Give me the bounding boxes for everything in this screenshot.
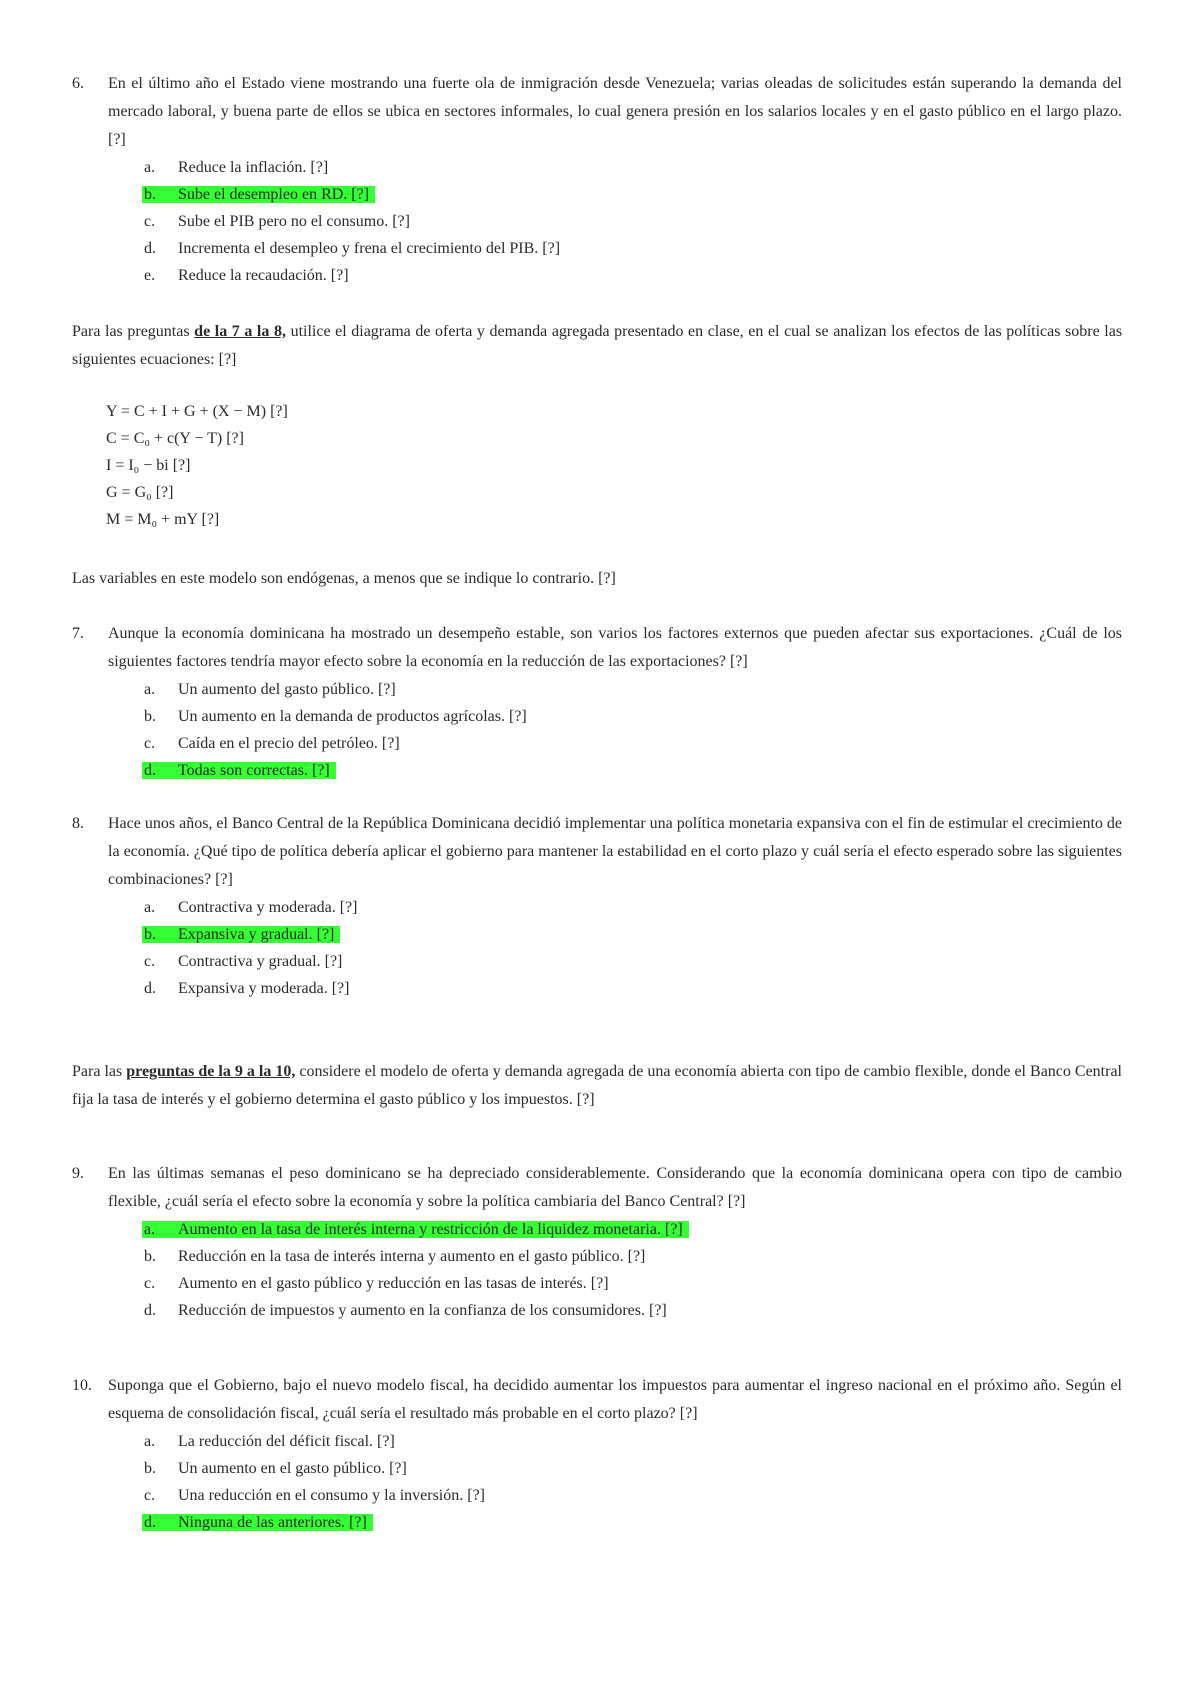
- option-text: Reduce la recaudación. [?]: [178, 267, 349, 284]
- instruction-paragraph-2: Las variables en este modelo son endógenas, a menos que se indique lo contrario. [?]: [72, 570, 616, 587]
- option-text: Aumento en el gasto público y reducción en las tasas de interés. [?]: [178, 1275, 609, 1292]
- option-text: Una reducción en el consumo y la inversión. [?]: [178, 1487, 486, 1504]
- option-b-correct: [144, 181, 1122, 208]
- paragraph-text: Para las preguntas: [72, 323, 190, 340]
- equation-2: C = C₀ + c(Y − T) [?]: [106, 430, 244, 447]
- highlight: [142, 926, 340, 943]
- question-text: En las últimas semanas el peso dominicano se ha depreciado considerablemente. Considerando que la economía dominicana opera con tipo de cambio flexible, ¿cuál sería el efecto sobre la economía y sobre la política cambiaria del Banco Central? [?]: [108, 1165, 1122, 1210]
- option-a: [144, 676, 1122, 703]
- option-letter: d.: [144, 762, 156, 779]
- option-letter: b.: [144, 1460, 156, 1477]
- option-text: Aumento en la tasa de interés interna y restricción de la liquidez monetaria. [?]: [178, 1221, 683, 1238]
- option-text: Caída en el precio del petróleo. [?]: [178, 735, 400, 752]
- option-text: Sube el PIB pero no el consumo. [?]: [178, 213, 410, 230]
- question-text: Suponga que el Gobierno, bajo el nuevo modelo fiscal, ha decidido aumentar los impuestos para aumentar el ingreso nacional en el próximo año. Según el esquema de consolidación fiscal, ¿cuál sería el resultado más probable en el corto plazo? [?]: [108, 1377, 1122, 1422]
- option-d: [144, 1297, 1122, 1324]
- option-text: Reducción de impuestos y aumento en la confianza de los consumidores. [?]: [178, 1302, 667, 1319]
- question-7: [72, 620, 1122, 784]
- option-e: [144, 262, 1122, 289]
- option-b-correct: [144, 921, 1122, 948]
- question-9: [72, 1160, 1122, 1324]
- options-list: [144, 154, 1122, 289]
- option-letter: d.: [144, 1302, 156, 1319]
- option-a-correct: [144, 1216, 1122, 1243]
- option-text: La reducción del déficit fiscal. [?]: [178, 1433, 395, 1450]
- question-10: [72, 1372, 1122, 1536]
- option-letter: a.: [144, 1433, 156, 1450]
- option-d-correct: [144, 1509, 1122, 1536]
- option-c: [144, 1270, 1122, 1297]
- option-text: Un aumento del gasto público. [?]: [178, 681, 396, 698]
- highlight: [142, 1514, 373, 1531]
- options-list: [144, 894, 1122, 1002]
- option-letter: d.: [144, 240, 156, 257]
- equation-1: Y = C + I + G + (X − M) [?]: [106, 403, 288, 420]
- highlight: [142, 186, 375, 203]
- paragraph-text: utilice el diagrama de oferta y demanda agregada presentado en clase, en el cual se analizan los efectos de las políticas sobre las siguientes ecuaciones: [?]: [72, 323, 1123, 368]
- question-text: Hace unos años, el Banco Central de la República Dominicana decidió implementar una política monetaria expansiva con el fin de estimular el crecimiento de la economía. ¿Qué tipo de política debería aplicar el gobierno para mantener la estabilidad en el corto plazo y cuál sería el efecto esperado sobre las siguientes combinaciones? [?]: [108, 815, 1122, 888]
- underlined-text: de la 7 a la 8,: [194, 323, 286, 340]
- option-letter: c.: [144, 735, 156, 752]
- option-letter: d.: [144, 980, 156, 997]
- equation-5: M = M₀ + mY [?]: [106, 511, 220, 528]
- instruction-paragraph-3: [72, 1058, 1122, 1114]
- question-number: 9.: [72, 1165, 84, 1182]
- option-c: [144, 1482, 1122, 1509]
- option-a: [144, 1428, 1122, 1455]
- option-letter: d.: [144, 1514, 156, 1531]
- option-d: [144, 975, 1122, 1002]
- option-letter: c.: [144, 1275, 156, 1292]
- option-letter: c.: [144, 953, 156, 970]
- option-text: Ninguna de las anteriores. [?]: [178, 1514, 367, 1531]
- option-text: Incrementa el desempleo y frena el crecimiento del PIB. [?]: [178, 240, 561, 257]
- option-letter: b.: [144, 1248, 156, 1265]
- option-letter: a.: [144, 1221, 156, 1238]
- option-d: [144, 235, 1122, 262]
- paragraph-text: considere el modelo de oferta y demanda agregada de una economía abierta con tipo de cambio flexible, donde el Banco Central fija la tasa de interés y el gobierno determina el gasto público y los impuestos. [?]: [72, 1063, 1122, 1108]
- option-letter: e.: [144, 267, 156, 284]
- option-b: [144, 703, 1122, 730]
- option-letter: c.: [144, 1487, 156, 1504]
- option-letter: b.: [144, 708, 156, 725]
- question-number: 8.: [72, 815, 84, 832]
- question-number: 7.: [72, 625, 84, 642]
- option-text: Expansiva y gradual. [?]: [178, 926, 335, 943]
- paragraph-text: Para las: [72, 1063, 123, 1080]
- option-text: Contractiva y gradual. [?]: [178, 953, 343, 970]
- question-text: Aunque la economía dominicana ha mostrado un desempeño estable, son varios los factores externos que pueden afectar sus exportaciones. ¿Cuál de los siguientes factores tendría mayor efecto sobre la economía en la reducción de las exportaciones? [?]: [108, 625, 1122, 670]
- question-number: 10.: [72, 1377, 92, 1394]
- option-letter: b.: [144, 926, 156, 943]
- option-c: [144, 208, 1122, 235]
- option-text: Un aumento en la demanda de productos agrícolas. [?]: [178, 708, 527, 725]
- options-list: [144, 676, 1122, 784]
- option-c: [144, 948, 1122, 975]
- option-letter: a.: [144, 899, 156, 916]
- option-b: [144, 1243, 1122, 1270]
- options-list: [144, 1428, 1122, 1536]
- option-text: Expansiva y moderada. [?]: [178, 980, 350, 997]
- equations-block: [106, 398, 506, 533]
- option-d-correct: [144, 757, 1122, 784]
- option-c: [144, 730, 1122, 757]
- option-letter: b.: [144, 186, 156, 203]
- equation-3: I = I₀ − bi [?]: [106, 457, 191, 474]
- option-b: [144, 1455, 1122, 1482]
- option-a: [144, 894, 1122, 921]
- equation-4: G = G₀ [?]: [106, 484, 174, 501]
- instruction-paragraph-1: [72, 318, 1122, 374]
- highlight: [142, 1221, 689, 1238]
- option-a: [144, 154, 1122, 181]
- option-text: Todas son correctas. [?]: [178, 762, 330, 779]
- underlined-text: preguntas de la 9 a la 10,: [126, 1063, 296, 1080]
- question-6: [72, 70, 1122, 289]
- option-text: Reducción en la tasa de interés interna y aumento en el gasto público. [?]: [178, 1248, 646, 1265]
- option-text: Sube el desempleo en RD. [?]: [178, 186, 370, 203]
- options-list: [144, 1216, 1122, 1324]
- question-text: En el último año el Estado viene mostrando una fuerte ola de inmigración desde Venezuela; varias oleadas de solicitudes están superando la demanda del mercado laboral, y buena parte de ellos se ubica en sectores informales, lo cual genera presión en los salarios locales y en el gasto público en el largo plazo. [?]: [108, 75, 1122, 148]
- highlight: [142, 762, 336, 779]
- option-text: Reduce la inflación. [?]: [178, 159, 329, 176]
- option-letter: c.: [144, 213, 156, 230]
- option-letter: a.: [144, 681, 156, 698]
- question-number: 6.: [72, 75, 84, 92]
- option-letter: a.: [144, 159, 156, 176]
- option-text: Contractiva y moderada. [?]: [178, 899, 358, 916]
- option-text: Un aumento en el gasto público. [?]: [178, 1460, 407, 1477]
- question-8: [72, 810, 1122, 1002]
